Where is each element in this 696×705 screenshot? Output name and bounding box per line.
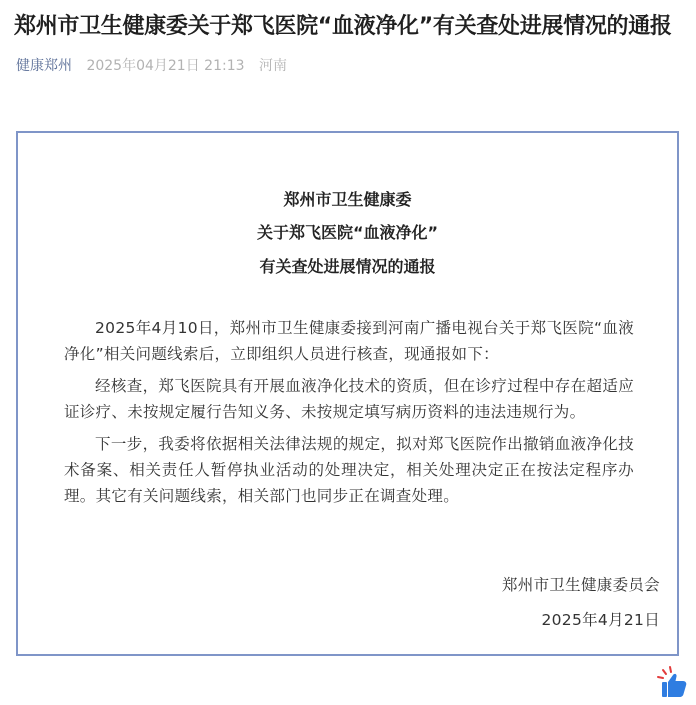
notice-paragraph-2: 经核查，郑飞医院具有开展血液净化技术的资质，但在诊疗过程中存在超适应证诊疗、未按规定履行告知义务、未按规定填写病历资料的违法违规行为。 — [64, 377, 634, 421]
article-meta — [16, 55, 297, 77]
notice-heading-line-1: 郑州市卫生健康委 — [283, 190, 412, 209]
notice-body — [64, 315, 634, 515]
publish-time: 2025年04月21日 21:13 — [86, 58, 245, 74]
notice-paragraph-3: 下一步，我委将依据相关法律法规的规定，拟对郑飞医院作出撤销血液净化技术备案、相关责任人暂停执业活动的处理决定，相关处理决定正在按法定程序办理。其它有关问题线索，相关部门也同步正在调查处理。 — [64, 435, 634, 505]
signature-organization: 郑州市卫生健康委员会 — [501, 576, 660, 594]
publish-region: 河南 — [258, 58, 287, 74]
notice-heading-line-2: 关于郑飞医院“血液净化” — [256, 223, 439, 242]
notice-box — [16, 131, 679, 656]
account-name-link[interactable]: 健康郑州 — [16, 58, 72, 74]
notice-paragraph-1: 2025年4月10日，郑州市卫生健康委接到河南广播电视台关于郑飞医院“血液净化”相关问题线索后，立即组织人员进行核查，现通报如下： — [64, 319, 634, 363]
notice-heading-line-3: 有关查处进展情况的通报 — [259, 257, 436, 276]
thumbs-up-icon[interactable] — [654, 664, 690, 700]
article-title: 郑州市卫生健康委关于郑飞医院“血液净化”有关查处进展情况的通报 — [14, 14, 672, 39]
signature-date: 2025年4月21日 — [541, 611, 660, 629]
